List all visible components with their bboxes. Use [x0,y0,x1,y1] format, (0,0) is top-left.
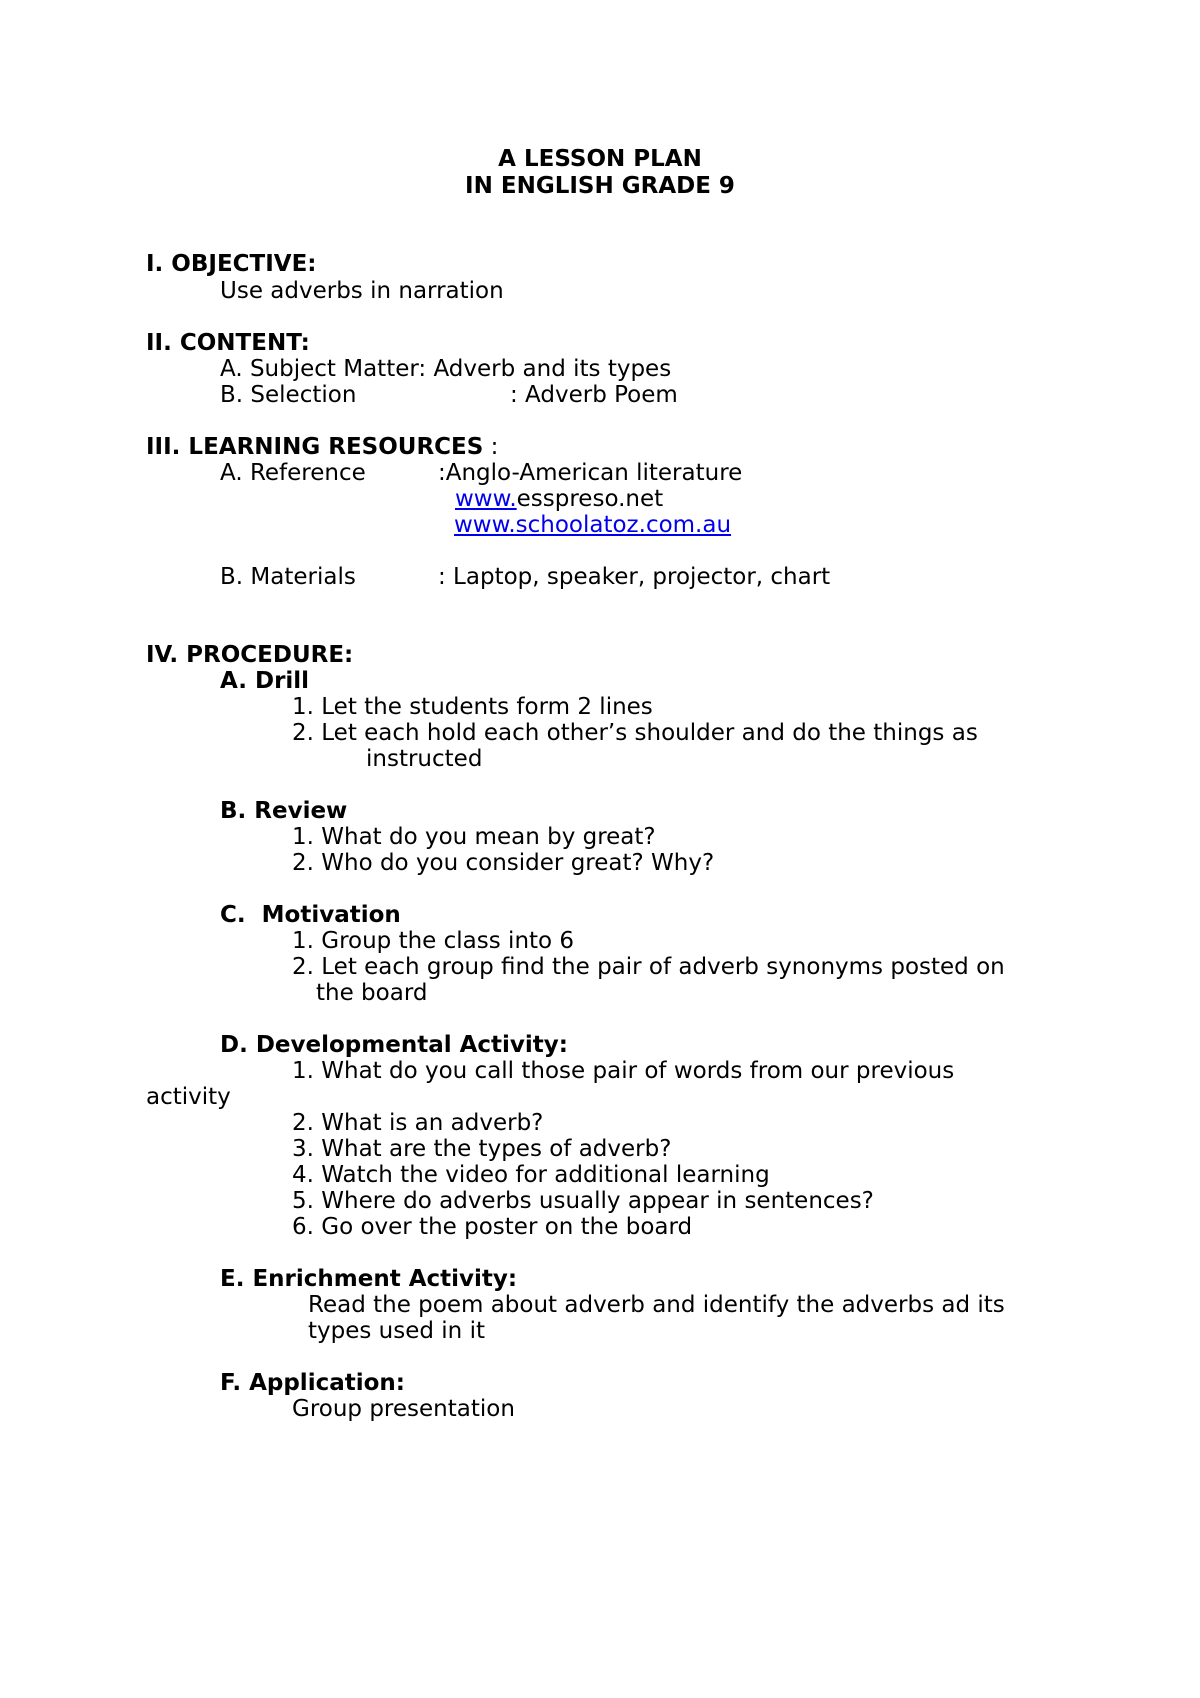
subject-matter-label: A. Subject Matter [220,356,419,382]
objective-heading: I. OBJECTIVE: [146,251,317,277]
motivation-item-1: 1. Group the class into 6 [292,928,575,954]
developmental-item-5: 5. Where do adverbs usually appear in sentences? [292,1188,874,1214]
reference-value: :Anglo-American literature [438,460,743,486]
resources-heading-colon: : [483,434,499,460]
developmental-heading: D. Developmental Activity: [220,1032,568,1058]
materials-value: : Laptop, speaker, projector, chart [438,564,831,590]
enrichment-text-line1: Read the poem about adverb and identify the adverbs ad its [308,1292,1005,1318]
developmental-item-1: 1. What do you call those pair of words from our previous [292,1058,955,1084]
drill-item-2: 2. Let each hold each other’s shoulder and do the things as [292,720,978,746]
enrichment-text-line2: types used in it [308,1318,485,1344]
review-item-2: 2. Who do you consider great? Why? [292,850,715,876]
drill-item-2-continued: instructed [366,746,483,772]
review-heading: B. Review [220,798,348,824]
resources-heading-text: III. LEARNING RESOURCES [146,434,484,460]
schoolatoz-link[interactable]: www.schoolatoz.com.au [454,512,732,538]
doc-title-line1: A LESSON PLAN [498,146,702,172]
esspreso-link-suffix: esspreso.net [516,486,664,512]
motivation-heading: C. Motivation [220,902,401,928]
doc-title-line2: IN ENGLISH GRADE 9 [465,173,735,199]
resources-heading [146,433,498,461]
developmental-item-2: 2. What is an adverb? [292,1110,544,1136]
content-selection-label: B. Selection [220,382,357,408]
objective-text: Use adverbs in narration [220,278,504,304]
developmental-item-1-continued: activity [146,1084,231,1110]
content-subject-matter [220,355,671,383]
developmental-item-4: 4. Watch the video for additional learning [292,1162,770,1188]
motivation-item-2: 2. Let each group find the pair of adverb synonyms posted on [292,954,1005,980]
developmental-item-6: 6. Go over the poster on the board [292,1214,693,1240]
drill-heading: A. Drill [220,668,310,694]
esspreso-link-prefix[interactable]: www. [455,486,517,512]
review-item-1: 1. What do you mean by great? [292,824,656,850]
materials-label: B. Materials [220,564,356,590]
motivation-item-2-continued: the board [316,980,428,1006]
developmental-item-3: 3. What are the types of adverb? [292,1136,672,1162]
content-selection-value: : Adverb Poem [510,382,678,408]
application-text: Group presentation [292,1396,515,1422]
procedure-heading: IV. PROCEDURE: [146,642,354,668]
reference-link-schoolatoz[interactable] [454,511,731,539]
enrichment-heading: E. Enrichment Activity: [220,1266,518,1292]
reference-label: A. Reference [220,460,366,486]
content-heading: II. CONTENT: [146,330,310,356]
drill-item-1: 1. Let the students form 2 lines [292,694,653,720]
reference-link-esspreso[interactable] [455,485,663,513]
subject-matter-value: : Adverb and its types [418,356,672,382]
application-heading: F. Application: [220,1370,405,1396]
